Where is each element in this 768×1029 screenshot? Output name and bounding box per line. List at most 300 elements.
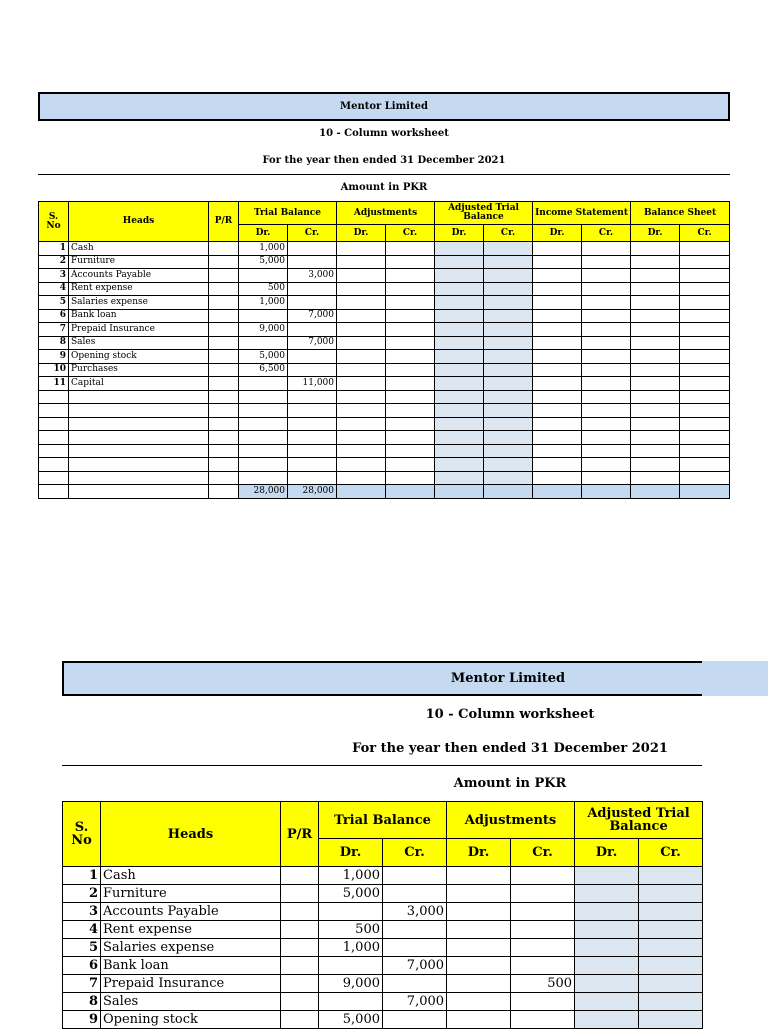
row-sno: 11 bbox=[39, 377, 69, 391]
bs-dr-cell bbox=[631, 269, 680, 283]
empty-row bbox=[39, 471, 730, 485]
adj-cr-cell bbox=[386, 282, 435, 296]
empty-row bbox=[39, 458, 730, 472]
atb-dr-cell bbox=[435, 377, 484, 391]
row-head: Cash bbox=[69, 242, 209, 256]
adj-dr-cell bbox=[337, 296, 386, 310]
adj-dr-cell bbox=[337, 390, 386, 404]
adj-cr-cell bbox=[386, 296, 435, 310]
adj-dr-cell bbox=[337, 336, 386, 350]
is-cr-cell bbox=[582, 336, 631, 350]
is-dr-cell bbox=[533, 431, 582, 445]
table-row bbox=[63, 939, 703, 957]
tb-dr-header: Dr. bbox=[319, 839, 383, 867]
row-pr bbox=[281, 957, 319, 975]
worksheet-period: For the year then ended 31 December 2021 bbox=[262, 155, 506, 166]
atb-cr-cell bbox=[484, 323, 533, 337]
worksheet-table-zoomed bbox=[62, 801, 703, 1029]
adj-dr-cell bbox=[447, 903, 511, 921]
adj-dr-cell bbox=[337, 471, 386, 485]
row-head: Cash bbox=[101, 867, 281, 885]
atb-dr-cell bbox=[575, 975, 639, 993]
tb-header: Trial Balance bbox=[319, 802, 447, 839]
adj-dr-cell bbox=[447, 975, 511, 993]
tb-dr-total: 28,000 bbox=[239, 485, 288, 499]
header-row bbox=[63, 802, 703, 839]
atb-cr-cell bbox=[484, 458, 533, 472]
row-sno: 6 bbox=[39, 309, 69, 323]
title-bar bbox=[38, 92, 730, 121]
tb-cr-header: Cr. bbox=[288, 225, 337, 242]
row-sno: 4 bbox=[39, 282, 69, 296]
atb-cr-cell bbox=[484, 242, 533, 256]
tb-cr-cell bbox=[288, 431, 337, 445]
is-dr-header: Dr. bbox=[533, 225, 582, 242]
row-head bbox=[69, 485, 209, 499]
header-row bbox=[39, 202, 730, 225]
row-pr bbox=[209, 255, 239, 269]
tb-cr-cell: 7,000 bbox=[383, 957, 447, 975]
heads-header: Heads bbox=[69, 202, 209, 242]
adj-dr-cell bbox=[447, 1011, 511, 1029]
row-pr bbox=[209, 323, 239, 337]
table-row bbox=[39, 269, 730, 283]
bs-dr-cell bbox=[631, 336, 680, 350]
row-sno: 1 bbox=[63, 867, 101, 885]
atb-dr-cell bbox=[435, 431, 484, 445]
is-cr-cell bbox=[582, 458, 631, 472]
empty-row bbox=[39, 417, 730, 431]
tb-cr-cell: 7,000 bbox=[288, 309, 337, 323]
bs-dr-cell bbox=[631, 471, 680, 485]
adj-dr-cell bbox=[337, 269, 386, 283]
table-row bbox=[39, 363, 730, 377]
table-row bbox=[39, 377, 730, 391]
pr-header: P/R bbox=[281, 802, 319, 867]
table-row bbox=[63, 867, 703, 885]
atb-cr-cell bbox=[639, 885, 703, 903]
tb-dr-cell bbox=[319, 993, 383, 1011]
bs-dr-cell bbox=[631, 390, 680, 404]
is-cr-cell bbox=[582, 255, 631, 269]
is-cr-cell bbox=[582, 242, 631, 256]
totals-row bbox=[39, 485, 730, 499]
bs-cr-cell bbox=[680, 377, 730, 391]
row-sno: 8 bbox=[39, 336, 69, 350]
atb-cr-total bbox=[484, 485, 533, 499]
row-pr bbox=[281, 975, 319, 993]
adj-cr-cell bbox=[386, 417, 435, 431]
tb-cr-cell bbox=[288, 296, 337, 310]
bs-cr-cell bbox=[680, 390, 730, 404]
is-cr-cell bbox=[582, 390, 631, 404]
atb-dr-cell bbox=[575, 903, 639, 921]
adj-cr-cell bbox=[386, 309, 435, 323]
atb-dr-cell bbox=[435, 269, 484, 283]
tb-dr-cell bbox=[319, 957, 383, 975]
row-pr bbox=[209, 269, 239, 283]
bs-dr-cell bbox=[631, 377, 680, 391]
bs-dr-cell bbox=[631, 444, 680, 458]
bs-dr-cell bbox=[631, 296, 680, 310]
is-cr-cell bbox=[582, 323, 631, 337]
atb-cr-cell bbox=[484, 363, 533, 377]
atb-dr-cell bbox=[435, 350, 484, 364]
bs-dr-cell bbox=[631, 255, 680, 269]
row-pr bbox=[281, 903, 319, 921]
bs-cr-header: Cr. bbox=[680, 225, 730, 242]
adj-dr-cell bbox=[447, 885, 511, 903]
row-head: Prepaid Insurance bbox=[101, 975, 281, 993]
tb-cr-cell bbox=[288, 404, 337, 418]
tb-cr-cell bbox=[288, 471, 337, 485]
row-pr bbox=[209, 296, 239, 310]
worksheet-subtitle: 10 - Column worksheet bbox=[319, 128, 449, 139]
tb-cr-cell bbox=[288, 444, 337, 458]
tb-dr-cell: 1,000 bbox=[239, 242, 288, 256]
sno-header: S. No bbox=[63, 802, 101, 867]
tb-cr-cell: 7,000 bbox=[288, 336, 337, 350]
row-head: Bank loan bbox=[101, 957, 281, 975]
adj-cr-cell bbox=[511, 993, 575, 1011]
amount-label: Amount in PKR bbox=[340, 182, 428, 193]
tb-dr-cell: 5,000 bbox=[319, 1011, 383, 1029]
bs-dr-cell bbox=[631, 350, 680, 364]
table-row bbox=[63, 885, 703, 903]
adj-dr-cell bbox=[337, 458, 386, 472]
row-pr bbox=[281, 921, 319, 939]
is-dr-cell bbox=[533, 377, 582, 391]
adj-dr-cell bbox=[337, 282, 386, 296]
adj-cr-cell bbox=[386, 350, 435, 364]
atb-cr-cell bbox=[484, 444, 533, 458]
adj-dr-cell bbox=[447, 993, 511, 1011]
empty-row bbox=[39, 444, 730, 458]
bs-cr-cell bbox=[680, 296, 730, 310]
atb-cr-cell bbox=[639, 903, 703, 921]
adj-cr-cell bbox=[386, 431, 435, 445]
atb-cr-cell bbox=[484, 255, 533, 269]
atb-cr-cell bbox=[484, 417, 533, 431]
empty-row bbox=[39, 404, 730, 418]
atb-dr-cell bbox=[435, 242, 484, 256]
is-cr-cell bbox=[582, 444, 631, 458]
is-dr-cell bbox=[533, 458, 582, 472]
tb-cr-cell bbox=[288, 363, 337, 377]
row-head: Furniture bbox=[101, 885, 281, 903]
bs-dr-cell bbox=[631, 242, 680, 256]
atb-cr-cell bbox=[639, 867, 703, 885]
bs-header: Balance Sheet bbox=[631, 202, 730, 225]
row-sno bbox=[39, 471, 69, 485]
adj-cr-cell bbox=[386, 404, 435, 418]
row-sno: 7 bbox=[63, 975, 101, 993]
bs-cr-total bbox=[680, 485, 730, 499]
row-sno: 10 bbox=[39, 363, 69, 377]
row-pr bbox=[281, 867, 319, 885]
row-sno: 2 bbox=[63, 885, 101, 903]
bs-cr-cell bbox=[680, 350, 730, 364]
tb-dr-cell bbox=[239, 431, 288, 445]
row-head: Accounts Payable bbox=[69, 269, 209, 283]
atb-cr-header: Cr. bbox=[639, 839, 703, 867]
amount-label: Amount in PKR bbox=[453, 776, 567, 791]
atb-cr-cell bbox=[639, 975, 703, 993]
row-sno bbox=[39, 458, 69, 472]
table-row bbox=[63, 1011, 703, 1029]
adj-dr-cell bbox=[337, 377, 386, 391]
tb-cr-cell: 7,000 bbox=[383, 993, 447, 1011]
is-cr-total bbox=[582, 485, 631, 499]
row-pr bbox=[209, 363, 239, 377]
bs-dr-cell bbox=[631, 404, 680, 418]
atb-cr-cell bbox=[639, 921, 703, 939]
is-dr-cell bbox=[533, 404, 582, 418]
atb-dr-total bbox=[435, 485, 484, 499]
atb-dr-cell bbox=[435, 323, 484, 337]
tb-cr-cell bbox=[288, 323, 337, 337]
row-pr bbox=[209, 282, 239, 296]
adj-cr-cell bbox=[386, 471, 435, 485]
table-row bbox=[39, 323, 730, 337]
row-head: Salaries expense bbox=[101, 939, 281, 957]
tb-dr-cell bbox=[239, 269, 288, 283]
tb-dr-cell: 9,000 bbox=[239, 323, 288, 337]
tb-cr-cell bbox=[288, 255, 337, 269]
is-cr-cell bbox=[582, 363, 631, 377]
tb-cr-cell bbox=[288, 282, 337, 296]
is-cr-cell bbox=[582, 309, 631, 323]
adj-cr-cell bbox=[386, 458, 435, 472]
row-head: Sales bbox=[69, 336, 209, 350]
atb-cr-cell bbox=[484, 350, 533, 364]
row-head bbox=[69, 444, 209, 458]
worksheet-table bbox=[38, 201, 730, 499]
atb-dr-cell bbox=[575, 939, 639, 957]
worksheet-period: For the year then ended 31 December 2021 bbox=[352, 741, 668, 756]
atb-cr-cell bbox=[639, 1011, 703, 1029]
atb-cr-cell bbox=[484, 471, 533, 485]
atb-cr-cell bbox=[484, 296, 533, 310]
adj-cr-cell bbox=[511, 957, 575, 975]
adj-cr-header: Cr. bbox=[386, 225, 435, 242]
adj-cr-cell bbox=[386, 377, 435, 391]
bs-cr-cell bbox=[680, 404, 730, 418]
table-row bbox=[39, 336, 730, 350]
is-dr-cell bbox=[533, 269, 582, 283]
adj-header: Adjustments bbox=[337, 202, 435, 225]
atb-dr-cell bbox=[435, 255, 484, 269]
table-row bbox=[39, 296, 730, 310]
atb-dr-cell bbox=[435, 296, 484, 310]
atb-dr-cell bbox=[435, 309, 484, 323]
tb-cr-cell bbox=[288, 390, 337, 404]
row-pr bbox=[281, 885, 319, 903]
table-row bbox=[39, 255, 730, 269]
tb-cr-total: 28,000 bbox=[288, 485, 337, 499]
row-sno: 4 bbox=[63, 921, 101, 939]
adj-cr-cell bbox=[511, 1011, 575, 1029]
bs-cr-cell bbox=[680, 269, 730, 283]
tb-dr-cell: 6,500 bbox=[239, 363, 288, 377]
tb-dr-cell: 5,000 bbox=[239, 255, 288, 269]
tb-cr-cell: 11,000 bbox=[288, 377, 337, 391]
table-row bbox=[63, 903, 703, 921]
atb-dr-header: Dr. bbox=[575, 839, 639, 867]
atb-cr-cell bbox=[484, 404, 533, 418]
adj-dr-cell bbox=[337, 323, 386, 337]
table-row bbox=[63, 957, 703, 975]
tb-dr-cell: 1,000 bbox=[319, 867, 383, 885]
is-cr-cell bbox=[582, 296, 631, 310]
bs-cr-cell bbox=[680, 282, 730, 296]
is-cr-header: Cr. bbox=[582, 225, 631, 242]
is-dr-cell bbox=[533, 350, 582, 364]
is-dr-cell bbox=[533, 255, 582, 269]
adj-cr-cell bbox=[386, 390, 435, 404]
table-row bbox=[63, 993, 703, 1011]
adj-dr-cell bbox=[337, 255, 386, 269]
atb-dr-cell bbox=[435, 336, 484, 350]
is-dr-cell bbox=[533, 323, 582, 337]
tb-dr-cell bbox=[319, 903, 383, 921]
bs-cr-cell bbox=[680, 255, 730, 269]
bs-cr-cell bbox=[680, 323, 730, 337]
row-pr bbox=[209, 390, 239, 404]
row-pr bbox=[209, 471, 239, 485]
adj-cr-cell bbox=[386, 363, 435, 377]
tb-dr-cell bbox=[239, 404, 288, 418]
atb-cr-cell bbox=[484, 431, 533, 445]
row-pr bbox=[209, 417, 239, 431]
atb-cr-cell bbox=[484, 309, 533, 323]
bs-cr-cell bbox=[680, 444, 730, 458]
bs-cr-cell bbox=[680, 309, 730, 323]
bs-dr-cell bbox=[631, 282, 680, 296]
is-dr-cell bbox=[533, 363, 582, 377]
row-head: Bank loan bbox=[69, 309, 209, 323]
row-head bbox=[69, 458, 209, 472]
row-pr bbox=[281, 1011, 319, 1029]
is-cr-cell bbox=[582, 282, 631, 296]
atb-dr-cell bbox=[575, 921, 639, 939]
is-dr-cell bbox=[533, 242, 582, 256]
adj-dr-cell bbox=[447, 921, 511, 939]
row-pr bbox=[281, 939, 319, 957]
title-bar-right-fill bbox=[700, 661, 768, 696]
atb-cr-cell bbox=[639, 993, 703, 1011]
row-sno: 7 bbox=[39, 323, 69, 337]
atb-dr-cell bbox=[435, 404, 484, 418]
tb-cr-cell: 3,000 bbox=[383, 903, 447, 921]
bs-dr-cell bbox=[631, 417, 680, 431]
adj-dr-cell bbox=[337, 431, 386, 445]
tb-dr-cell bbox=[239, 471, 288, 485]
title-bar bbox=[62, 661, 702, 696]
table-row bbox=[39, 309, 730, 323]
bs-dr-cell bbox=[631, 323, 680, 337]
adj-cr-cell bbox=[386, 269, 435, 283]
tb-dr-header: Dr. bbox=[239, 225, 288, 242]
tb-cr-header: Cr. bbox=[383, 839, 447, 867]
adj-cr-cell bbox=[511, 921, 575, 939]
row-sno: 2 bbox=[39, 255, 69, 269]
heads-header: Heads bbox=[101, 802, 281, 867]
tb-cr-cell bbox=[383, 939, 447, 957]
adj-cr-cell bbox=[386, 323, 435, 337]
is-cr-cell bbox=[582, 377, 631, 391]
atb-dr-cell bbox=[435, 458, 484, 472]
row-sno bbox=[39, 444, 69, 458]
tb-cr-cell bbox=[383, 921, 447, 939]
table-row bbox=[39, 350, 730, 364]
row-pr bbox=[209, 242, 239, 256]
atb-dr-cell bbox=[575, 1011, 639, 1029]
adj-dr-cell bbox=[337, 444, 386, 458]
atb-cr-cell bbox=[484, 336, 533, 350]
divider-line bbox=[38, 174, 730, 175]
is-dr-cell bbox=[533, 417, 582, 431]
row-head: Capital bbox=[69, 377, 209, 391]
is-dr-cell bbox=[533, 282, 582, 296]
tb-dr-cell bbox=[239, 444, 288, 458]
tb-cr-cell bbox=[383, 885, 447, 903]
bs-cr-cell bbox=[680, 336, 730, 350]
bs-dr-cell bbox=[631, 431, 680, 445]
bs-dr-total bbox=[631, 485, 680, 499]
adj-dr-header: Dr. bbox=[447, 839, 511, 867]
atb-dr-cell bbox=[575, 993, 639, 1011]
adj-cr-cell bbox=[386, 336, 435, 350]
bs-dr-cell bbox=[631, 458, 680, 472]
is-cr-cell bbox=[582, 471, 631, 485]
tb-dr-cell bbox=[239, 377, 288, 391]
bs-cr-cell bbox=[680, 431, 730, 445]
row-sno bbox=[39, 417, 69, 431]
tb-dr-cell bbox=[239, 336, 288, 350]
company-name: Mentor Limited bbox=[340, 101, 428, 112]
tb-cr-cell bbox=[383, 1011, 447, 1029]
tb-dr-cell: 9,000 bbox=[319, 975, 383, 993]
table-row bbox=[63, 921, 703, 939]
adj-cr-cell bbox=[511, 867, 575, 885]
row-head bbox=[69, 417, 209, 431]
bs-cr-cell bbox=[680, 363, 730, 377]
is-cr-cell bbox=[582, 350, 631, 364]
row-head: Opening stock bbox=[69, 350, 209, 364]
row-head: Prepaid Insurance bbox=[69, 323, 209, 337]
row-head bbox=[69, 390, 209, 404]
tb-dr-cell bbox=[239, 390, 288, 404]
adj-dr-total bbox=[337, 485, 386, 499]
row-head: Purchases bbox=[69, 363, 209, 377]
is-header: Income Statement bbox=[533, 202, 631, 225]
adj-dr-header: Dr. bbox=[337, 225, 386, 242]
row-sno bbox=[39, 485, 69, 499]
atb-dr-cell bbox=[435, 363, 484, 377]
row-pr bbox=[209, 444, 239, 458]
atb-dr-cell bbox=[435, 444, 484, 458]
row-head bbox=[69, 431, 209, 445]
row-pr bbox=[209, 336, 239, 350]
atb-dr-cell bbox=[435, 390, 484, 404]
tb-header: Trial Balance bbox=[239, 202, 337, 225]
bs-dr-header: Dr. bbox=[631, 225, 680, 242]
tb-cr-cell bbox=[288, 458, 337, 472]
row-head bbox=[69, 404, 209, 418]
atb-header: Adjusted Trial Balance bbox=[575, 802, 703, 839]
tb-cr-cell bbox=[383, 867, 447, 885]
